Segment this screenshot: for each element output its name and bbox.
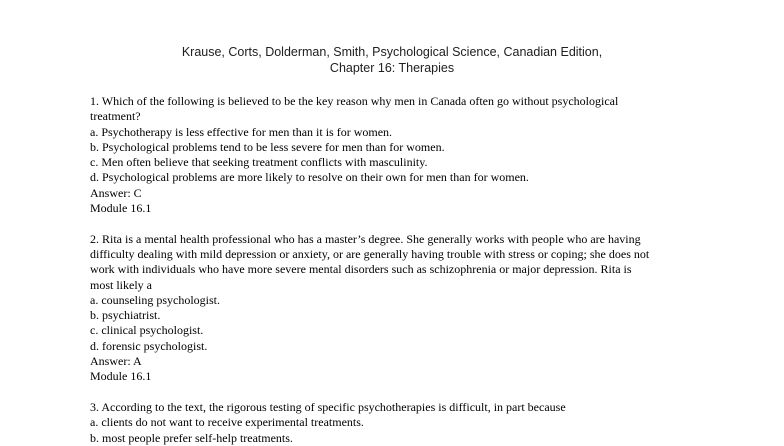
question-1 (90, 94, 730, 216)
answer-option: d. forensic psychologist. (90, 338, 208, 353)
answer-option: b. Psychological problems tend to be less severe for men than for women. (90, 139, 445, 154)
document-header (0, 44, 784, 76)
answer-option: a. Psychotherapy is less effective for men than it is for women. (90, 124, 393, 139)
question-stem-line: most likely a (90, 277, 152, 292)
answer-option: d. Psychological problems are more likely to resolve on their own for men than for women. (90, 170, 529, 185)
header-chapter-line: Chapter 16: Therapies (329, 61, 455, 75)
answer-option: b. most people prefer self-help treatments. (90, 430, 293, 445)
answer-option: c. clinical psychologist. (90, 323, 204, 338)
answer-option: c. Men often believe that seeking treatment conflicts with masculinity. (90, 155, 428, 170)
question-list (90, 94, 730, 446)
question-stem-line: work with individuals who have more severe mental disorders such as schizophrenia or major depression. Rita is (90, 262, 632, 277)
spacer (90, 385, 730, 400)
spacer (90, 216, 730, 231)
answer-option: a. counseling psychologist. (90, 292, 220, 307)
answer-option: a. clients do not want to receive experimental treatments. (90, 415, 364, 430)
header-title-line: Krause, Corts, Dolderman, Smith, Psychological Science, Canadian Edition, (181, 45, 603, 59)
module-reference: Module 16.1 (90, 369, 152, 384)
answer-key: Answer: A (90, 354, 142, 369)
question-stem-line: 3. According to the text, the rigorous testing of specific psychotherapies is difficult, in part because (90, 399, 566, 414)
question-stem-line: treatment? (90, 109, 141, 124)
module-reference: Module 16.1 (90, 201, 152, 216)
question-stem-line: difficulty dealing with mild depression or anxiety, or are generally having trouble with stress or coping; she does not (90, 246, 650, 261)
answer-option: b. psychiatrist. (90, 308, 161, 323)
question-stem-line: 2. Rita is a mental health professional who has a master’s degree. She generally works with people who are having (90, 231, 641, 246)
question-2 (90, 232, 730, 385)
question-3 (90, 400, 730, 446)
answer-key: Answer: C (90, 185, 142, 200)
question-stem-line: 1. Which of the following is believed to be the key reason why men in Canada often go without psychological (90, 94, 619, 108)
